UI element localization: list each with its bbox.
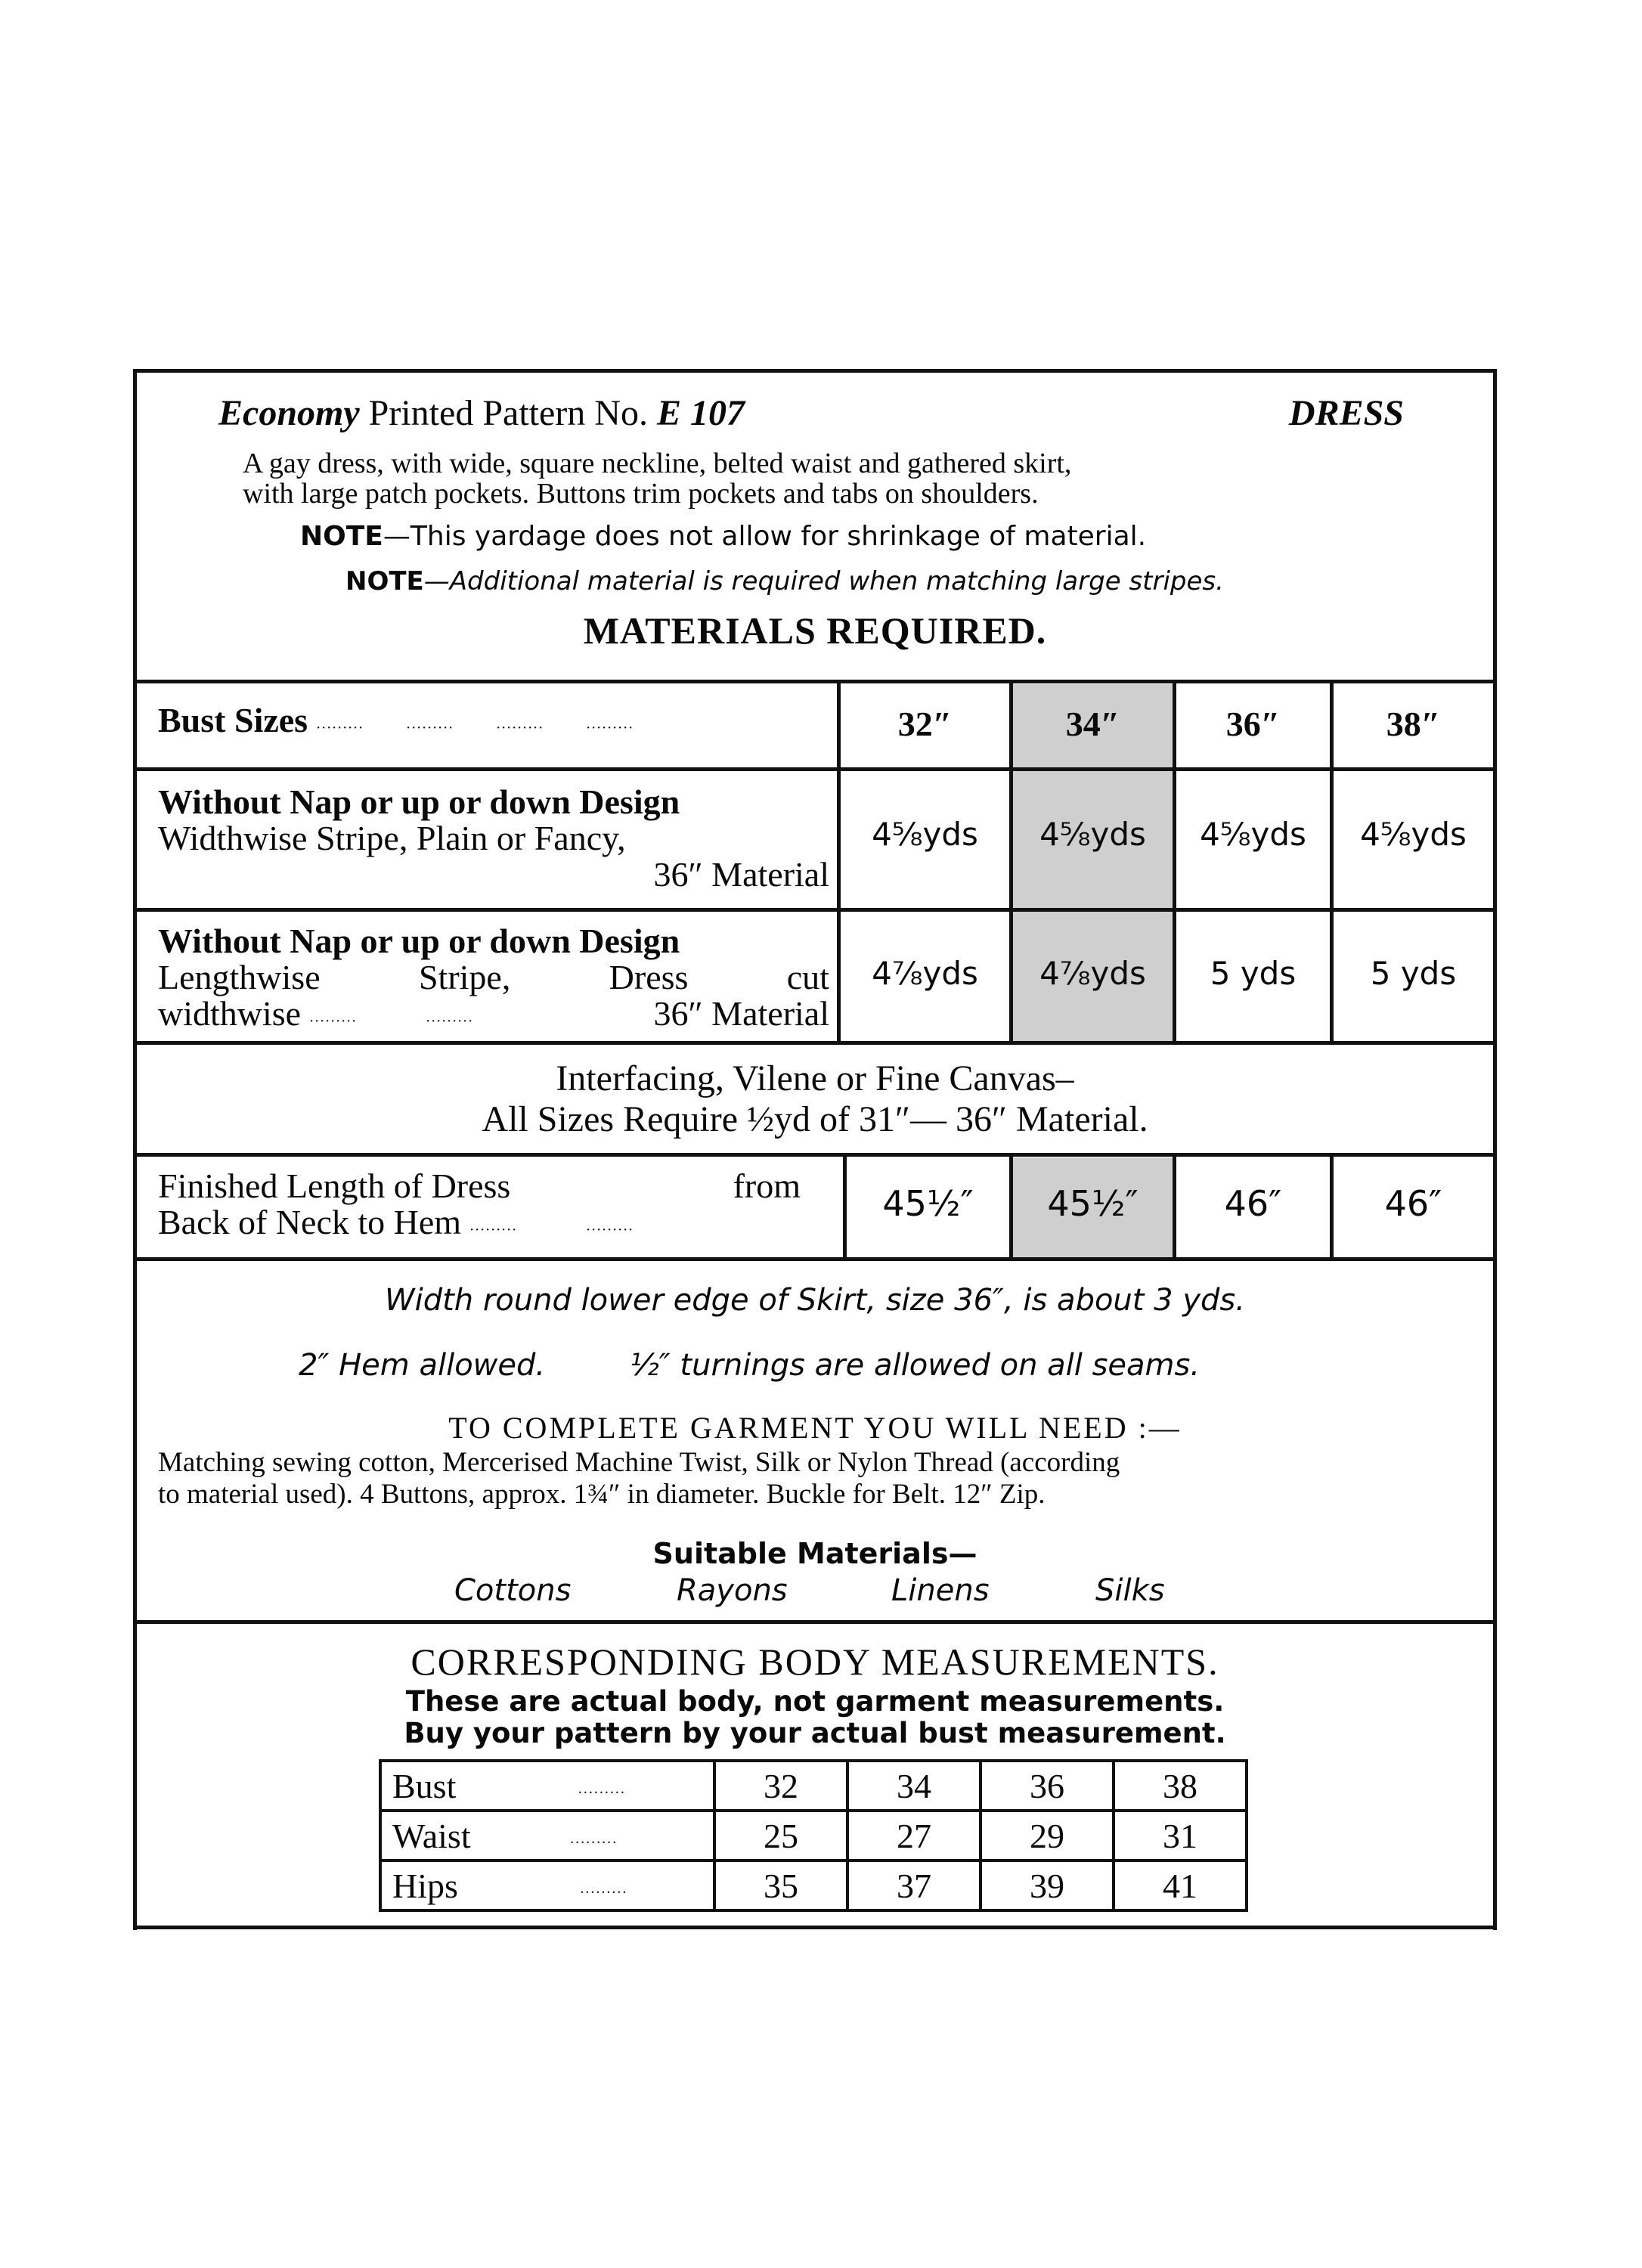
interfacing-line-1: Interfacing, Vilene or Fine Canvas– [556, 1058, 1074, 1098]
row1-value-32: 4⅝yds [872, 816, 978, 853]
row2-word-cut: cut [786, 958, 829, 996]
hips-label-cell: Hips ......... [380, 1861, 714, 1910]
row2-word-widthwise: widthwise [158, 994, 302, 1033]
rule-suitable [137, 1620, 1493, 1624]
row2-value-34: 4⅞yds [1039, 955, 1146, 992]
complete-line-1: Matching sewing cotton, Mercerised Machine Twist, Silk or Nylon Thread (according [158, 1447, 1120, 1478]
complete-line-2: to material used). 4 Buttons, approx. 1¾″ in diameter. Buckle for Belt. 12″ Zip. [158, 1479, 1046, 1510]
length-value-34: 45½″ [1047, 1183, 1139, 1224]
suitable-cottons: Cottons [454, 1573, 572, 1608]
note-stripes [345, 566, 1224, 596]
row1-value-38: 4⅝yds [1360, 816, 1467, 853]
bust-sizes-label: Bust Sizes ......... ......... ......... ......... [158, 701, 634, 739]
length-value-38: 46″ [1384, 1183, 1442, 1224]
suitable-rayons: Rayons [677, 1573, 788, 1608]
rule-top-table [137, 680, 1493, 683]
row2-word-dress: Dress [609, 958, 689, 996]
bust-34: 34 [847, 1761, 981, 1811]
pattern-sheet [133, 369, 1497, 1930]
waist-25: 25 [714, 1811, 847, 1861]
materials-title: MATERIALS REQUIRED. [583, 609, 1047, 652]
body-measurements-table [379, 1759, 1248, 1912]
description [243, 448, 1071, 509]
turnings-note: ½″ turnings are allowed on all seams. [630, 1348, 1201, 1383]
row1-label [158, 784, 829, 893]
note-text: —Additional material is required when matching large stripes. [423, 566, 1224, 596]
hips-37: 37 [847, 1861, 981, 1910]
series-name: Economy [218, 393, 360, 433]
length-label: Finished Length of Dress from Back of Neck to Hem ......... ......... [158, 1167, 801, 1241]
hips-41: 41 [1114, 1861, 1247, 1910]
length-line2: Back of Neck to Hem [158, 1203, 462, 1241]
description-line-1: A gay dress, with wide, square neckline, belted waist and gathered skirt, [243, 448, 1072, 479]
row1-title: Without Nap or up or down Design [158, 782, 680, 821]
bust-label-cell: Bust ......... [380, 1761, 714, 1811]
waist-29: 29 [981, 1811, 1114, 1861]
length-line1: Finished Length of Dress [158, 1167, 511, 1205]
row2-title: Without Nap or up or down Design [158, 922, 680, 960]
rule-row2 [137, 1041, 1493, 1045]
rule-bottom [137, 1926, 1493, 1929]
hips-35: 35 [714, 1861, 847, 1910]
body-subtitle-1: These are actual body, not garment measurements. [405, 1685, 1225, 1718]
garment-type: DRESS [1288, 393, 1404, 433]
bust-size-34: 34″ [1065, 705, 1120, 743]
waist-label-cell: Waist ......... [380, 1811, 714, 1861]
row2-value-38: 5 yds [1370, 955, 1457, 992]
length-value-32: 45½″ [882, 1183, 974, 1224]
row1-line2: Widthwise Stripe, Plain or Fancy, [158, 819, 626, 857]
bust-size-38: 38″ [1386, 705, 1441, 743]
body-title: CORRESPONDING BODY MEASUREMENTS. [410, 1641, 1219, 1683]
length-word-from: from [733, 1167, 801, 1205]
description-line-2: with large patch pockets. Buttons trim pockets and tabs on shoulders. [243, 478, 1039, 510]
note-label: NOTE [345, 566, 424, 596]
suitable-title: Suitable Materials— [652, 1537, 977, 1570]
row2-value-32: 4⅞yds [872, 955, 978, 992]
table-row [380, 1811, 1247, 1861]
rule-length [137, 1257, 1493, 1261]
rule-row1 [137, 908, 1493, 912]
body-subtitle-2: Buy your pattern by your actual bust measurement. [404, 1717, 1226, 1749]
suitable-silks: Silks [1095, 1573, 1165, 1608]
note-label: NOTE [300, 521, 383, 552]
row1-value-34: 4⅝yds [1039, 816, 1146, 853]
row2-word-lengthwise: Lengthwise [158, 958, 321, 996]
row2-label: Without Nap or up or down Design Lengthwise Stripe, Dress cut widthwise ......... ......... 36″ Material [158, 923, 829, 1035]
table-row [380, 1861, 1247, 1910]
hem-note: 2″ Hem allowed. [299, 1348, 546, 1383]
pattern-prefix: Printed Pattern No. [368, 393, 648, 433]
note-shrinkage [300, 521, 1146, 552]
interfacing-line-2: All Sizes Require ½yd of 31″— 36″ Material. [482, 1099, 1148, 1139]
complete-title: TO COMPLETE GARMENT YOU WILL NEED :— [448, 1411, 1182, 1445]
waist-31: 31 [1114, 1811, 1247, 1861]
suitable-linens: Linens [891, 1573, 990, 1608]
bust-38: 38 [1114, 1761, 1247, 1811]
row2-value-36: 5 yds [1210, 955, 1297, 992]
rule-interfacing [137, 1153, 1493, 1157]
bust-36: 36 [981, 1761, 1114, 1811]
row2-word-stripe: Stripe, [418, 958, 511, 996]
row1-value-36: 4⅝yds [1200, 816, 1306, 853]
bust-size-32: 32″ [897, 705, 953, 743]
hips-39: 39 [981, 1861, 1114, 1910]
skirt-width-note: Width round lower edge of Skirt, size 36″, is about 3 yds. [385, 1283, 1245, 1318]
bust-size-36: 36″ [1225, 705, 1281, 743]
bust-32: 32 [714, 1761, 847, 1811]
rule-bust [137, 767, 1493, 771]
pattern-header [218, 392, 745, 434]
length-value-36: 46″ [1224, 1183, 1282, 1224]
pattern-number: E 107 [656, 393, 745, 433]
row1-line3: 36″ Material [653, 855, 829, 894]
waist-27: 27 [847, 1811, 981, 1861]
table-row [380, 1761, 1247, 1811]
note-text: —This yardage does not allow for shrinkage of material. [383, 521, 1147, 552]
row2-material: 36″ Material [653, 994, 829, 1033]
